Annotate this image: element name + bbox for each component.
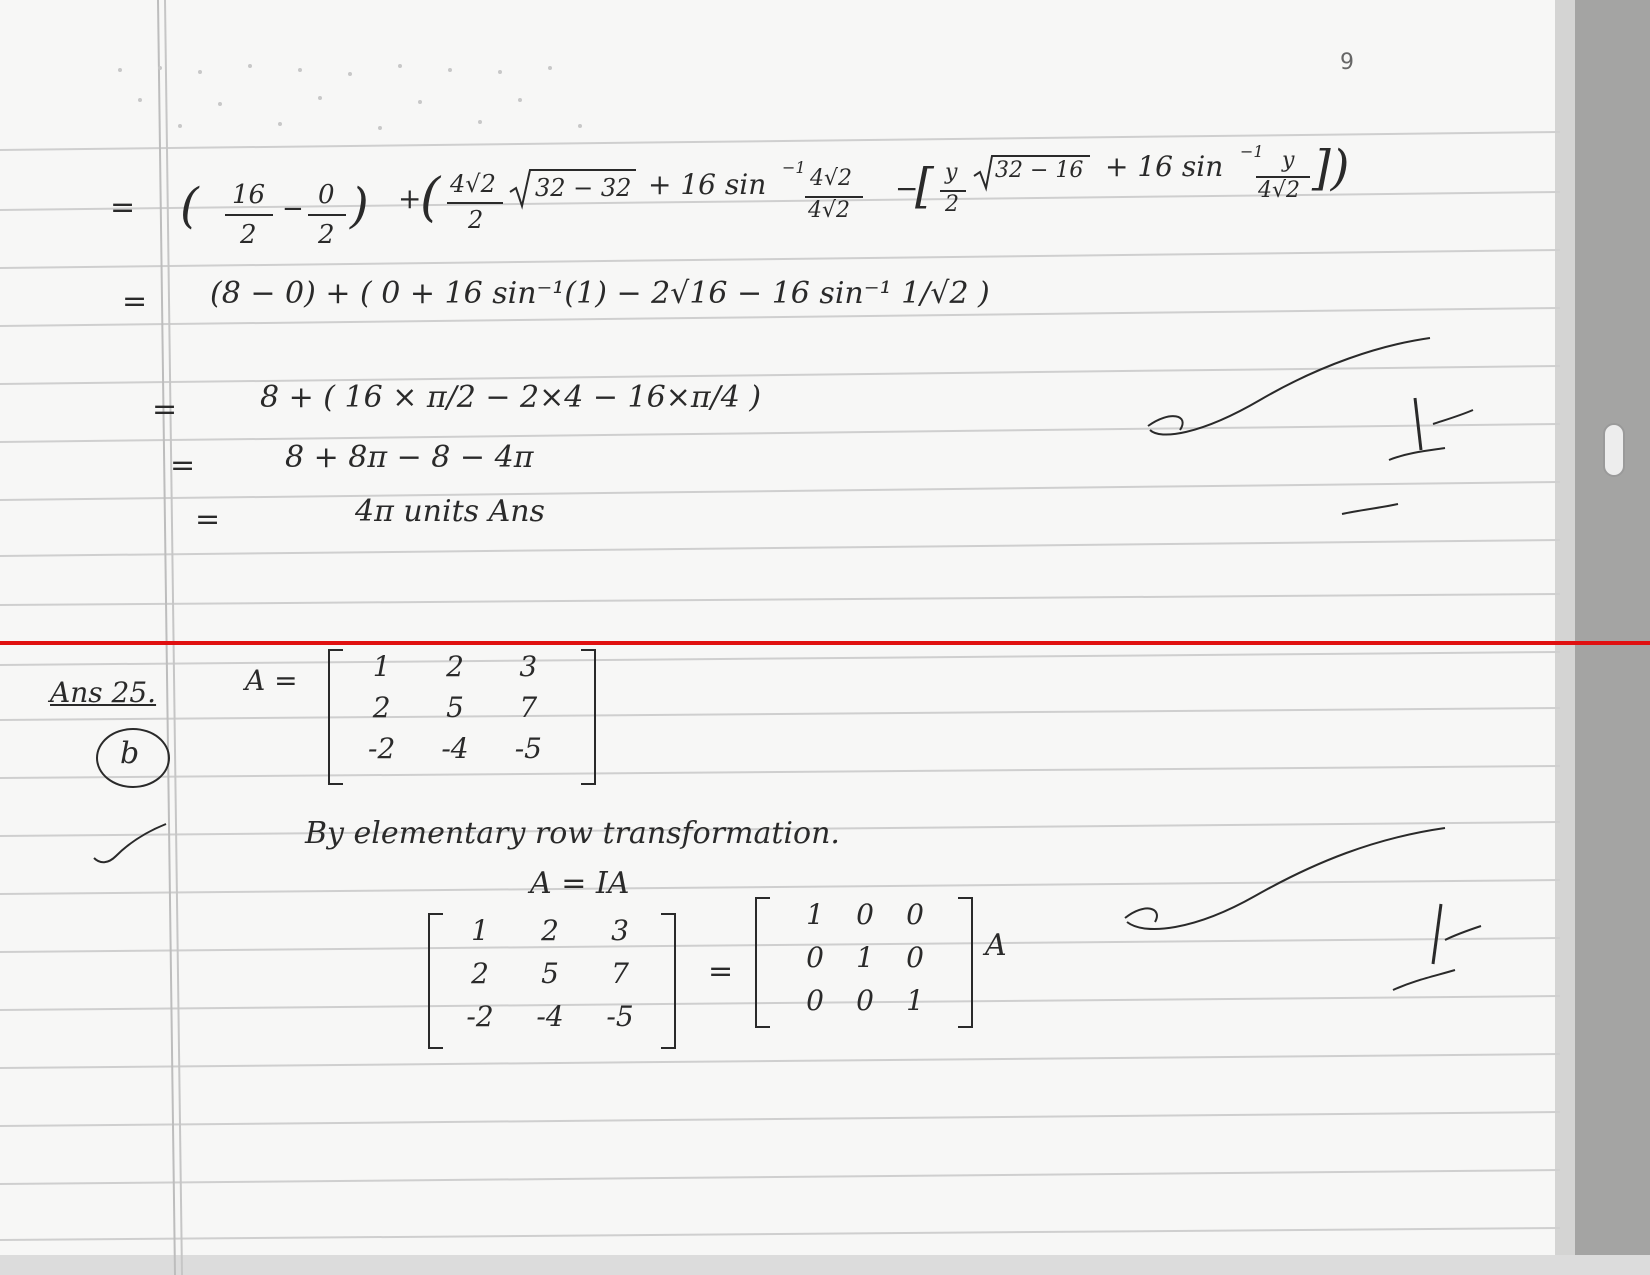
plus-sin-term: + 16 sin bbox=[1105, 150, 1224, 183]
binder-clip-icon bbox=[1600, 420, 1630, 480]
equals-sign: = bbox=[110, 190, 136, 225]
matrix-cell: -4 bbox=[536, 1000, 564, 1033]
calc-line-3: 8 + ( 16 × π/2 − 2×4 − 16×π/4 ) bbox=[260, 380, 762, 415]
equals-sign: = bbox=[152, 392, 178, 427]
minus-sign: − bbox=[282, 194, 304, 224]
matrix-cell: 5 bbox=[541, 957, 559, 990]
matrix-a-repeat bbox=[445, 914, 655, 1033]
close-bracket: ]) bbox=[1312, 140, 1350, 196]
identity-matrix bbox=[790, 898, 940, 1017]
matrix-a bbox=[345, 650, 565, 765]
score-mark-icon bbox=[1385, 900, 1485, 1000]
close-paren: ) bbox=[350, 178, 369, 234]
inverse-superscript: −1 bbox=[782, 158, 806, 177]
calc-line-4: 8 + 8π − 8 − 4π bbox=[285, 440, 534, 475]
matrix-cell: 0 bbox=[806, 941, 824, 974]
matrix-cell: 1 bbox=[906, 984, 924, 1017]
matrix-a-symbol: A bbox=[985, 928, 1007, 963]
circled-letter: b bbox=[120, 736, 140, 771]
fraction-denominator: 2 bbox=[468, 206, 484, 234]
matrix-cell: 7 bbox=[611, 957, 629, 990]
check-mark-icon bbox=[90, 820, 170, 870]
matrix-cell: 0 bbox=[906, 941, 924, 974]
fraction-denominator: 2 bbox=[318, 220, 335, 250]
matrix-cell: 1 bbox=[471, 914, 489, 947]
fraction-denominator: 2 bbox=[240, 220, 257, 250]
answer-label: Ans 25. bbox=[50, 676, 157, 709]
fraction-numerator: 4√2 bbox=[450, 170, 496, 198]
matrix-cell: -2 bbox=[466, 1000, 494, 1033]
question-divider bbox=[0, 641, 1650, 645]
fraction-bar bbox=[225, 213, 275, 217]
minus-sign: − bbox=[895, 172, 919, 205]
matrix-cell: 3 bbox=[519, 650, 538, 683]
matrix-cell: -4 bbox=[441, 732, 469, 765]
matrix-label: A = bbox=[245, 664, 298, 697]
fraction-denominator: 4√2 bbox=[1258, 178, 1301, 203]
matrix-cell: 2 bbox=[471, 957, 489, 990]
open-paren: ( bbox=[180, 178, 199, 234]
fraction-denominator: 4√2 bbox=[808, 198, 851, 223]
matrix-cell: 7 bbox=[519, 691, 538, 724]
fraction-bar bbox=[447, 201, 505, 205]
open-bracket: [ bbox=[915, 158, 934, 214]
calc-line-2: (8 − 0) + ( 0 + 16 sin⁻¹(1) − 2√16 − 16 sin⁻¹ 1/√2 ) bbox=[210, 276, 990, 311]
matrix-cell: 1 bbox=[856, 941, 874, 974]
equals-sign: = bbox=[708, 954, 734, 989]
matrix-cell: 0 bbox=[856, 898, 874, 931]
matrix-cell: 2 bbox=[446, 650, 464, 683]
fraction-numerator: 16 bbox=[232, 180, 266, 210]
matrix-cell: 1 bbox=[372, 650, 391, 683]
sqrt-content: 32 − 32 bbox=[535, 174, 632, 202]
equals-sign: = bbox=[195, 502, 221, 537]
method-statement: By elementary row transformation. bbox=[305, 816, 840, 851]
fraction-numerator: 4√2 bbox=[810, 166, 853, 191]
matrix-cell: 2 bbox=[372, 691, 391, 724]
fraction-bar bbox=[308, 213, 348, 217]
matrix-cell: 5 bbox=[446, 691, 464, 724]
fraction-bar bbox=[805, 195, 865, 199]
open-paren: ( bbox=[420, 168, 441, 228]
plus-sign: + bbox=[398, 182, 422, 215]
matrix-cell: 1 bbox=[806, 898, 824, 931]
matrix-cell: 2 bbox=[541, 914, 559, 947]
fraction-denominator: 2 bbox=[945, 192, 959, 217]
equation-a-ia: A = IA bbox=[530, 866, 630, 901]
score-mark-icon bbox=[1385, 390, 1475, 500]
page-number: 9 bbox=[1340, 50, 1354, 75]
equals-sign: = bbox=[122, 284, 148, 319]
inverse-superscript: −1 bbox=[1240, 142, 1264, 161]
plus-sin-term: + 16 sin bbox=[648, 168, 767, 201]
final-answer: 4π units Ans bbox=[355, 494, 545, 529]
fraction-numerator: y bbox=[945, 160, 958, 185]
fraction-numerator: 0 bbox=[318, 180, 335, 210]
matrix-cell: -5 bbox=[514, 732, 542, 765]
fraction-numerator: y bbox=[1282, 148, 1295, 173]
sqrt-content: 32 − 16 bbox=[995, 158, 1084, 183]
equals-sign: = bbox=[170, 448, 196, 483]
matrix-cell: -5 bbox=[606, 1000, 634, 1033]
underline-stroke-icon bbox=[1340, 500, 1400, 520]
matrix-cell: 3 bbox=[611, 914, 629, 947]
matrix-cell: -2 bbox=[368, 732, 396, 765]
matrix-cell: 0 bbox=[906, 898, 924, 931]
circled-part bbox=[96, 728, 170, 788]
fraction-bar bbox=[940, 189, 968, 193]
matrix-cell: 0 bbox=[856, 984, 874, 1017]
fraction-bar bbox=[1256, 175, 1312, 179]
matrix-cell: 0 bbox=[806, 984, 824, 1017]
